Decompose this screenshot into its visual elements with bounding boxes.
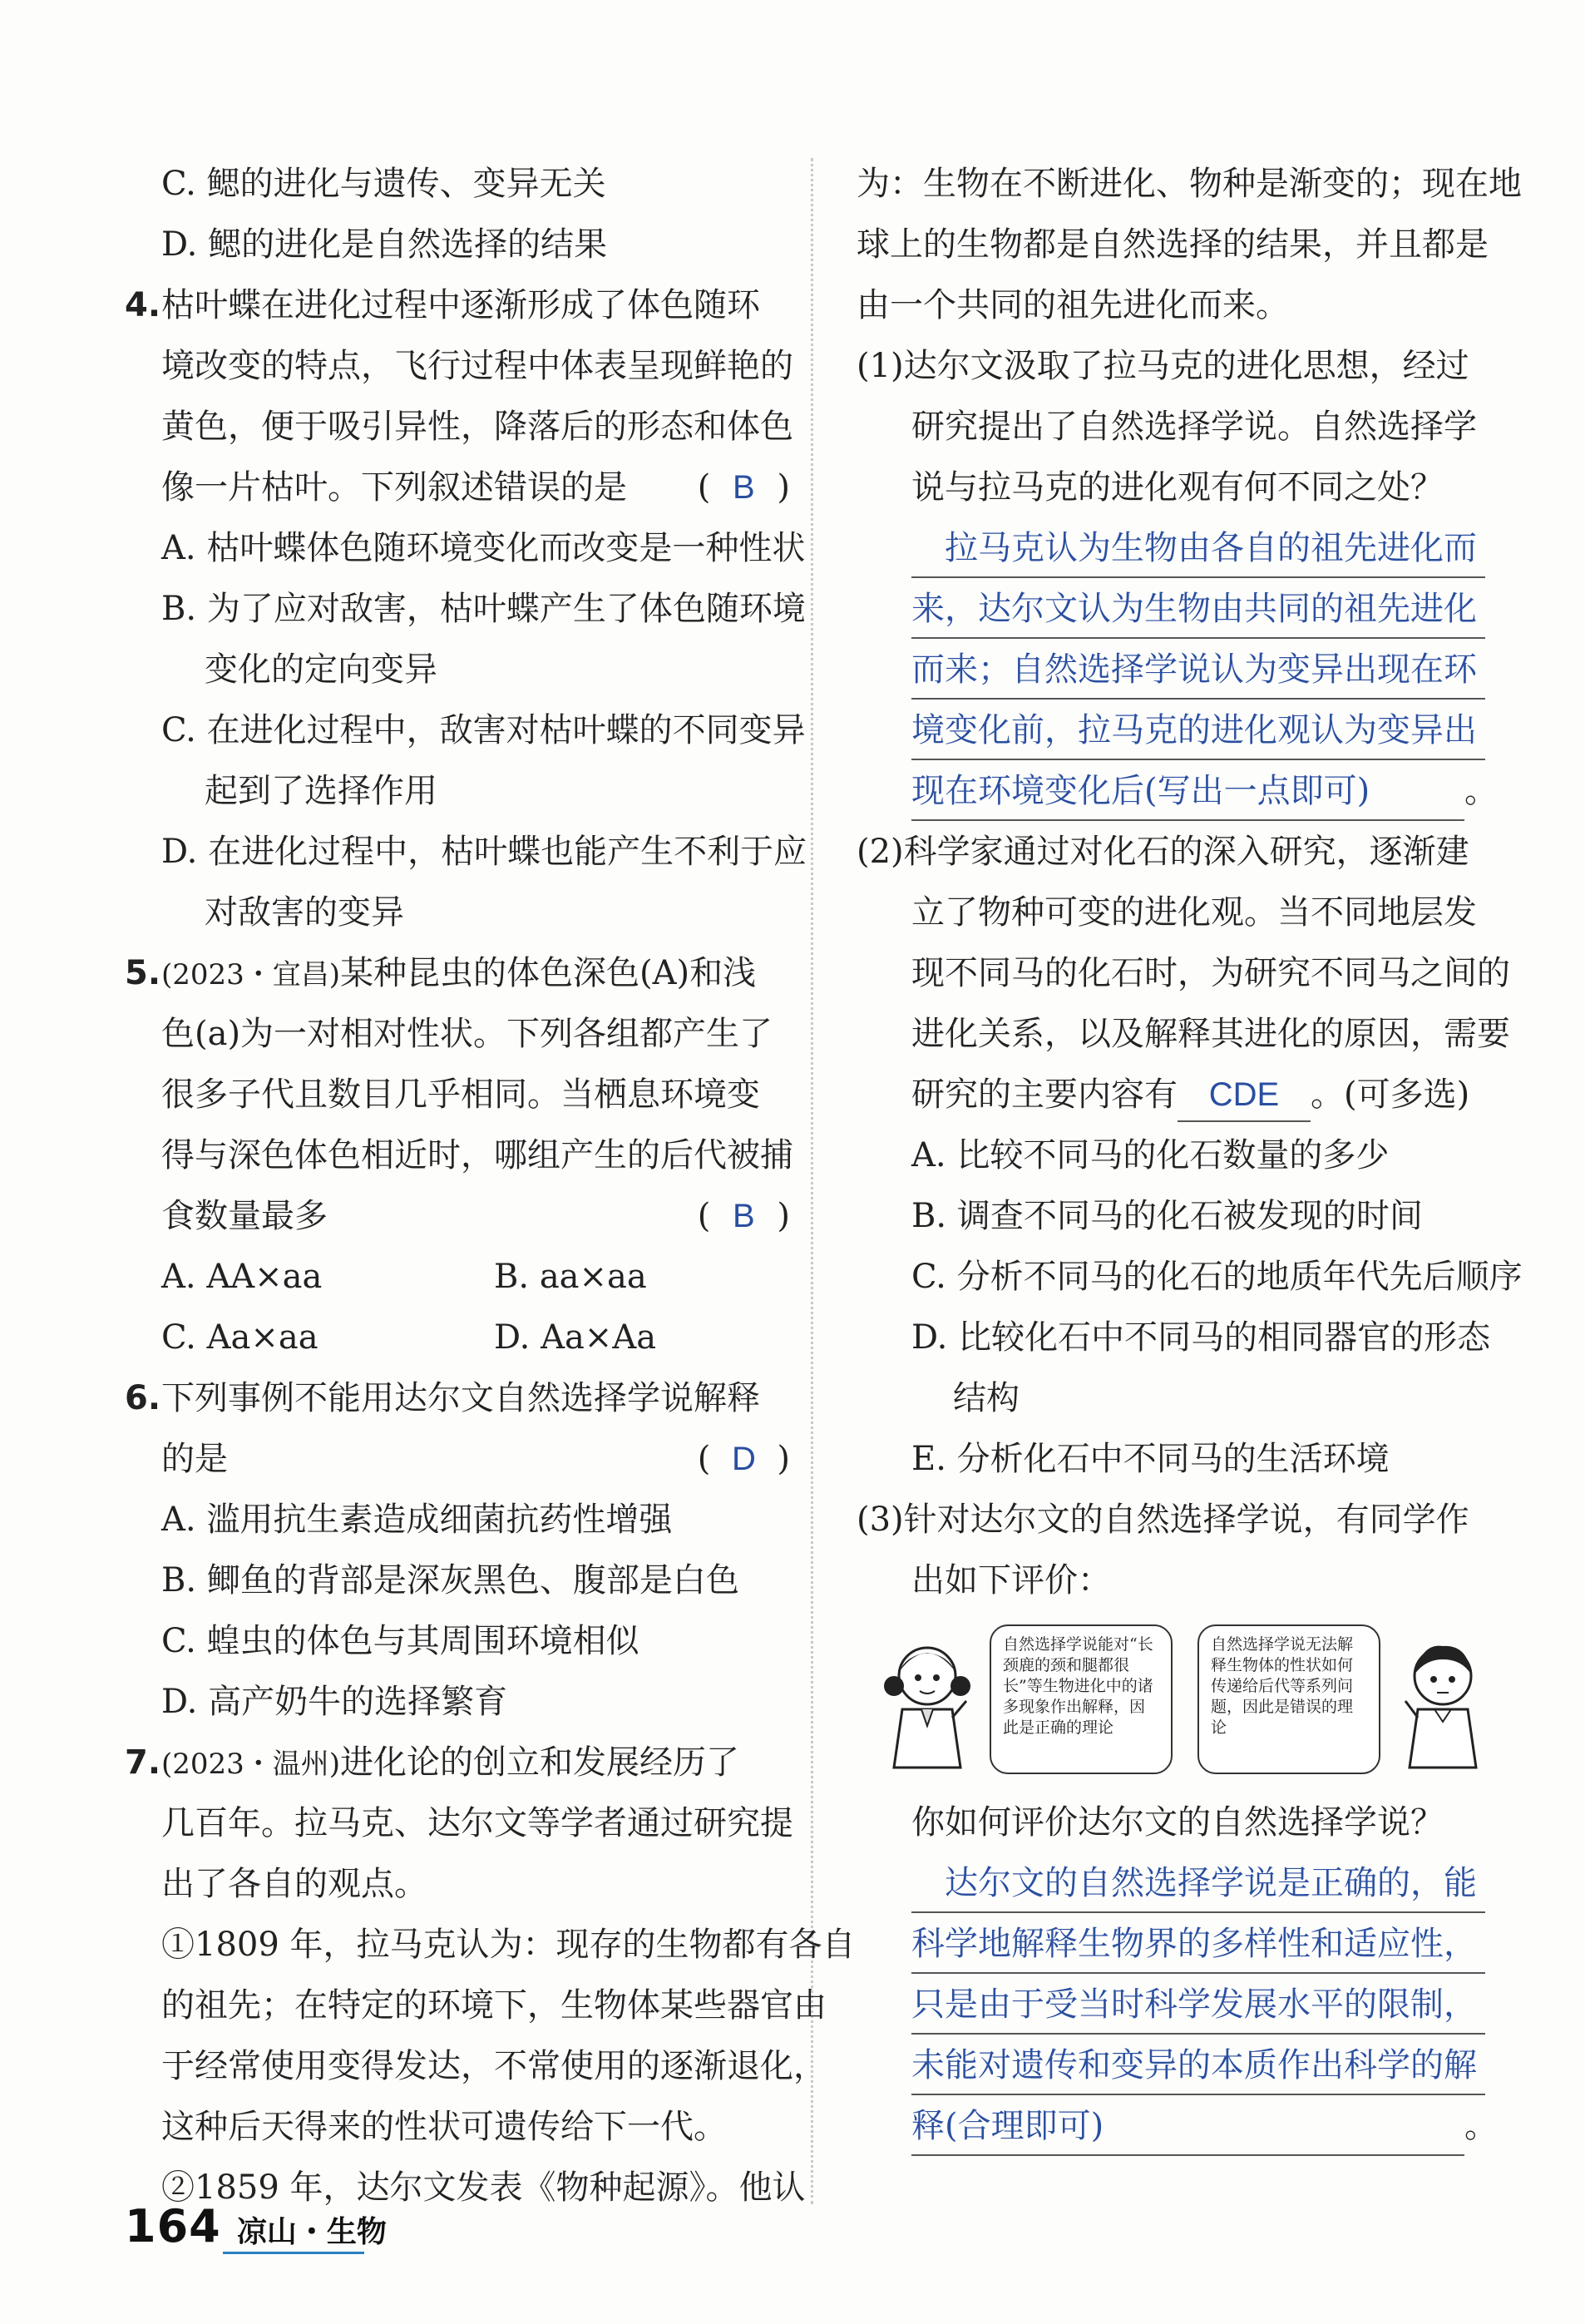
column-divider [811, 158, 813, 2204]
q6-answer-bracket: ( D ) [698, 1429, 790, 1490]
q7-sub3-stem: (3)针对达尔文的自然选择学说，有同学作 [857, 1501, 1469, 1539]
q7-number: 7. [125, 1743, 161, 1782]
q7-sub2-stem: 现不同马的化石时，为研究不同马之间的 [911, 954, 1510, 992]
q7-sub1-stem: 说与拉马克的进化观有何不同之处？ [911, 468, 1444, 507]
q5-stem-line: 色(a)为一对相对性状。下列各组都产生了 [161, 1015, 773, 1053]
q7-sub2-option-d-cont: 结构 [953, 1379, 1020, 1417]
q4-option-d: D. 在进化过程中，枯叶蝶也能产生不利于应 [161, 833, 807, 871]
q7-sub3-answer-line: 未能对遗传和变异的本质作出科学的解 [857, 2035, 1497, 2096]
q4-stem-line: 像一片枯叶。下列叙述错误的是 ( B ) [125, 457, 790, 518]
speech-bubble-correct: 自然选择学说能对“长颈鹿的颈和腿都很长”等生物进化中的诸多现象作出解释，因此是正确的理论 [990, 1624, 1173, 1774]
q3-option-c: C. 鳃的进化与遗传、变异无关 [161, 165, 606, 203]
q7-lamarck-para: ①1809 年，拉马克认为：现存的生物都有各自 [161, 1926, 856, 1964]
q7-source: (2023・温州) [161, 1748, 341, 1781]
q5-answer-bracket: ( B ) [698, 1186, 790, 1247]
q5-stem-line: 很多子代且数目几乎相同。当栖息环境变 [161, 1075, 760, 1114]
q4-stem-line: 境改变的特点，飞行过程中体表呈现鲜艳的 [161, 347, 793, 385]
q7-sub1-answer-line: 现在环境变化后(写出一点即可) 。 [857, 761, 1497, 822]
left-column [125, 154, 856, 2218]
q4-option-c-cont: 起到了选择作用 [205, 772, 437, 810]
q6-stem-line: 的是 ( D ) [125, 1429, 790, 1490]
q4-stem-line: 黄色，便于吸引异性，降落后的形态和体色 [161, 408, 793, 446]
q4-option-c: C. 在进化过程中，敌害对枯叶蝶的不同变异 [161, 711, 806, 749]
q6-option-b: B. 鲫鱼的背部是深灰黑色、腹部是白色 [161, 1561, 739, 1600]
q7-darwin-cont: 为：生物在不断进化、物种是渐变的；现在地 [857, 165, 1522, 203]
q5-options-row [125, 1247, 790, 1308]
q4-option-b-cont: 变化的定向变异 [205, 650, 437, 689]
q7-darwin-para: ②1859 年，达尔文发表《物种起源》。他认 [161, 2168, 806, 2207]
q7-sub1-answer-line: 拉马克认为生物由各自的祖先进化而 [857, 518, 1497, 579]
q7-sub1-answer-line: 来，达尔文认为生物由共同的祖先进化 [857, 579, 1497, 640]
student-dialogue-illustration [881, 1618, 1497, 1784]
q4-option-a: A. 枯叶蝶体色随环境变化而改变是一种性状 [161, 529, 806, 567]
q4-number: 4. [125, 286, 161, 324]
q7-sub2-option-b: B. 调查不同马的化石被发现的时间 [911, 1197, 1423, 1235]
q5-answer: B [733, 1198, 755, 1234]
q5-number: 5. [125, 954, 161, 992]
q6-option-c: C. 蝗虫的体色与其周围环境相似 [161, 1622, 639, 1660]
q7-sub3-answer-line: 只是由于受当时科学发展水平的限制， [857, 1975, 1497, 2035]
q6-option-a: A. 滥用抗生素造成细菌抗药性增强 [161, 1501, 673, 1539]
q5-option-d: D. Aa×Aa [494, 1318, 657, 1357]
q6-stem-line: 6.下列事例不能用达尔文自然选择学说解释 [125, 1368, 790, 1429]
q7-sub3-answer-line: 科学地解释生物界的多样性和适应性， [857, 1914, 1497, 1975]
q7-sub1-stem: 研究提出了自然选择学说。自然选择学 [911, 408, 1477, 446]
speech-bubble-wrong: 自然选择学说无法解释生物体的性状如何传递给后代等系列问题，因此是错误的理论 [1197, 1624, 1380, 1774]
q7-sub2-option-e: E. 分析化石中不同马的生活环境 [911, 1440, 1390, 1478]
q4-option-d-cont: 对敌害的变异 [205, 893, 404, 932]
q7-sub2-stem: 立了物种可变的进化观。当不同地层发 [911, 893, 1477, 932]
q5-options-row [125, 1308, 790, 1368]
q7-sub1-answer-line: 境变化前，拉马克的进化观认为变异出 [857, 700, 1497, 761]
q7-lamarck-para: 的祖先；在特定的环境下，生物体某些器官由 [161, 1986, 827, 2025]
q7-lamarck-para: 于经常使用变得发达，不常使用的逐渐退化， [161, 2047, 827, 2085]
q4-answer: B [733, 469, 755, 506]
q6-option-d: D. 高产奶牛的选择繁育 [161, 1683, 508, 1721]
right-column [857, 154, 1523, 2157]
q6-answer: D [731, 1441, 756, 1477]
q4-answer-bracket: ( B ) [698, 457, 790, 518]
q5-option-a: A. AA×aa [161, 1258, 323, 1296]
q7-sub3-stem: 出如下评价： [911, 1561, 1111, 1600]
q7-sub2-stem: (2)科学家通过对化石的深入研究，逐渐建 [857, 833, 1469, 871]
q5-option-c: C. Aa×aa [161, 1318, 318, 1357]
q5-stem-line: 食数量最多 ( B ) [125, 1186, 790, 1247]
page-footer [125, 2200, 387, 2252]
q4-option-b: B. 为了应对敌害，枯叶蝶产生了体色随环境 [161, 590, 806, 628]
q5-stem-line: 5.(2023・宜昌)某种昆虫的体色深色(A)和浅 [125, 943, 790, 1004]
q6-number: 6. [125, 1379, 161, 1417]
q7-stem-line: 出了各自的观点。 [161, 1865, 427, 1903]
q7-sub2-answer: CDE [1178, 1069, 1311, 1122]
boy-student-figure [1397, 1634, 1489, 1776]
q3-option-d: D. 鳃的进化是自然选择的结果 [161, 225, 608, 264]
q7-darwin-cont: 由一个共同的祖先进化而来。 [857, 286, 1289, 324]
q5-option-b: B. aa×aa [494, 1258, 647, 1296]
q7-sub2-option-a: A. 比较不同马的化石数量的多少 [911, 1136, 1390, 1174]
q5-stem-line: 得与深色体色相近时，哪组产生的后代被捕 [161, 1136, 793, 1174]
q7-sub2-option-d: D. 比较化石中不同马的相同器官的形态 [911, 1318, 1491, 1357]
book-title: 凉山・生物 [236, 2215, 387, 2249]
q7-sub1-answer-line: 而来；自然选择学说认为变异出现在环 [857, 640, 1497, 700]
q7-stem-line: 几百年。拉马克、达尔文等学者通过研究提 [161, 1804, 793, 1842]
q7-sub2-option-c: C. 分析不同马的化石的地质年代先后顺序 [911, 1258, 1523, 1296]
footer-underline [223, 2252, 364, 2254]
page-number: 164 [125, 2200, 221, 2252]
q7-sub2-stem: 进化关系，以及解释其进化的原因，需要 [911, 1015, 1510, 1053]
q7-stem-line: 7.(2023・温州)进化论的创立和发展经历了 [125, 1733, 790, 1793]
q5-source: (2023・宜昌) [161, 958, 341, 991]
q7-sub3-answer-line: 达尔文的自然选择学说是正确的，能 [857, 1853, 1497, 1914]
q7-darwin-cont: 球上的生物都是自然选择的结果，并且都是 [857, 225, 1489, 264]
q7-sub3-question: 你如何评价达尔文的自然选择学说？ [911, 1803, 1444, 1842]
q4-stem-line: 4.枯叶蝶在进化过程中逐渐形成了体色随环 [125, 275, 790, 336]
q7-sub1-stem: (1)达尔文汲取了拉马克的进化思想，经过 [857, 347, 1469, 385]
q7-lamarck-para: 这种后天得来的性状可遗传给下一代。 [161, 2108, 727, 2146]
girl-student-figure [881, 1634, 973, 1776]
q7-sub2-stem: 研究的主要内容有 CDE 。(可多选) [857, 1065, 1497, 1125]
q7-sub3-answer-line: 释(合理即可) 。 [857, 2096, 1497, 2157]
